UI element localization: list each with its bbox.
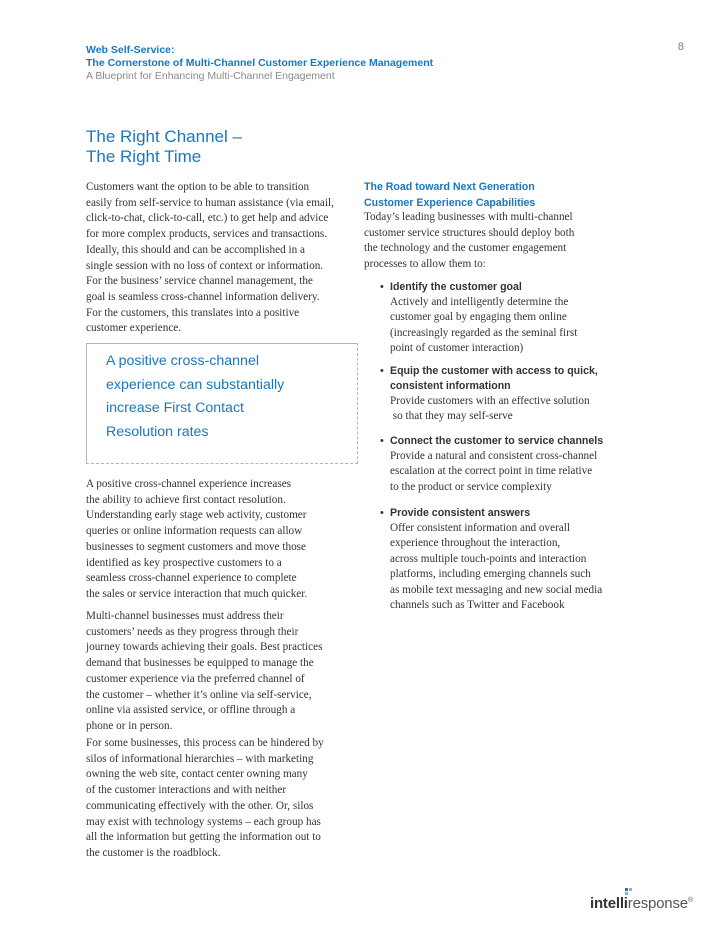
text-line: all the information but getting the information out to [86, 831, 321, 844]
logo-trademark: ® [687, 897, 693, 904]
bullet-body [390, 394, 700, 425]
text-line: may exist with technology systems – each group has [86, 815, 321, 828]
text-line: For the business’ service channel management, the [86, 275, 313, 288]
text-line: communicating effectively with the other. Or, silos [86, 799, 314, 812]
text-line: channels such as Twitter and Facebook [390, 599, 565, 612]
bullet-title: Connect the customer to service channels [390, 435, 604, 447]
text-line: (increasingly regarded as the seminal first [390, 326, 578, 339]
heading-line: Customer Experience Capabilities [364, 196, 536, 209]
text-line: Multi-channel businesses must address their [86, 610, 284, 622]
pull-quote-line: Resolution rates [106, 423, 209, 440]
page-number: 8 [677, 41, 684, 53]
text-line: For the customers, this translates into a positive [86, 306, 300, 319]
text-line: goal is seamless cross-channel information delivery. [86, 290, 320, 303]
text-line: customer experience. [86, 322, 182, 335]
right-column-heading [364, 180, 535, 211]
bullet-dot: • [380, 281, 384, 293]
paragraph-intro [86, 180, 364, 337]
paragraph-first-contact [86, 477, 364, 603]
text-line: easily from self-service to human assistance (via email, [86, 196, 334, 209]
paragraph-silos [86, 736, 364, 862]
section-title-line: The Right Channel – [86, 127, 242, 146]
bullet-item [380, 434, 700, 495]
document-header [86, 44, 646, 83]
text-line: to the product or service complexity [390, 480, 552, 493]
bullet-dot: • [380, 435, 384, 447]
pull-quote-border-left [86, 343, 87, 464]
text-line: customer goal by engaging them online [390, 311, 567, 324]
text-line: businesses to segment customers and move those [86, 540, 306, 553]
text-line: as mobile text messaging and new social media [390, 583, 603, 596]
paragraph-multi-channel [86, 609, 364, 735]
bullet-dot: • [380, 365, 384, 377]
text-line: online via assisted service, or offline through a [86, 704, 296, 717]
logo-text-response: response [627, 895, 688, 912]
text-line: the sales or service interaction that much quicker. [86, 587, 308, 600]
text-line: the customer is the roadblock. [86, 846, 221, 859]
bullet-item [380, 280, 700, 357]
text-line: Actively and intelligently determine the [390, 296, 569, 308]
bullet-title: Identify the customer goal [390, 281, 522, 293]
header-title: Web Self-Service: [86, 44, 175, 56]
text-line: Provide a natural and consistent cross-channel [390, 450, 598, 462]
text-line: silos of informational hierarchies – with marketing [86, 752, 314, 765]
text-line: the technology and the customer engagement [364, 242, 567, 255]
text-line: Offer consistent information and overall [390, 522, 570, 534]
text-line: customers’ needs as they progress through their [86, 625, 299, 638]
bullet-item [380, 364, 700, 425]
text-line: so that they may self-serve [390, 410, 513, 423]
text-line: demand that businesses be equipped to manage the [86, 657, 314, 670]
pull-quote-line: A positive cross-channel [106, 353, 259, 369]
text-line: across multiple touch-points and interaction [390, 552, 587, 565]
text-line: owning the web site, contact center owning many [86, 768, 308, 781]
text-line: customer service structures should deploy both [364, 226, 575, 239]
text-line: single session with no loss of context or information. [86, 259, 324, 272]
text-line: identified as key prospective customers to a [86, 556, 282, 569]
bullet-dot: • [380, 507, 384, 519]
text-line: platforms, including emerging channels such [390, 568, 591, 581]
text-line: customer experience via the preferred channel of [86, 672, 305, 685]
bullet-body [390, 449, 700, 495]
text-line: Today’s leading businesses with multi-channel [364, 211, 573, 223]
header-tagline: A Blueprint for Enhancing Multi-Channel Engagement [86, 70, 335, 82]
logo-text-intelli: intelli [590, 895, 628, 912]
text-line: escalation at the correct point in time relative [390, 465, 593, 478]
heading-line: The Road toward Next Generation [364, 181, 535, 193]
company-logo [590, 895, 693, 917]
text-line: for more complex products, services and transactions. [86, 228, 328, 241]
text-line: click-to-chat, click-to-call, etc.) to get help and advice [86, 212, 329, 225]
text-line: journey towards achieving their goals. Best practices [86, 641, 323, 654]
text-line: For some businesses, this process can be hindered by [86, 737, 324, 749]
pull-quote-border-top [86, 343, 358, 344]
text-line: A positive cross-channel experience increases [86, 478, 292, 490]
text-line: queries or online information requests can allow [86, 525, 303, 538]
pull-quote-border-bottom [86, 463, 358, 465]
section-title [86, 127, 366, 167]
pull-quote-text [106, 350, 356, 444]
bullet-title: Provide consistent answers [390, 507, 531, 519]
pull-quote-border-right [357, 343, 359, 464]
bullet-title: consistent informationn [390, 380, 511, 392]
section-title-line: The Right Time [86, 147, 202, 166]
text-line: seamless cross-channel experience to complete [86, 572, 297, 585]
text-line: the ability to achieve first contact resolution. [86, 493, 286, 506]
text-line: the customer – whether it’s online via self-service, [86, 688, 312, 701]
text-line: Ideally, this should and can be accomplished in a [86, 243, 305, 256]
text-line: processes to allow them to: [364, 258, 486, 271]
text-line: phone or in person. [86, 719, 173, 732]
text-line: Understanding early stage web activity, customer [86, 509, 307, 522]
text-line: of the customer interactions and with neither [86, 784, 287, 797]
text-line: Customers want the option to be able to transition [86, 181, 310, 193]
pull-quote-line: increase First Contact [106, 400, 244, 416]
header-subtitle: The Cornerstone of Multi-Channel Customer Experience Management [86, 57, 434, 69]
text-line: Provide customers with an effective solution [390, 395, 590, 407]
bullet-title: Equip the customer with access to quick, [390, 365, 598, 377]
bullet-item [380, 506, 700, 613]
pull-quote-box [86, 343, 358, 464]
text-line: point of customer interaction) [390, 342, 524, 355]
bullet-body [390, 521, 700, 613]
right-column-intro [364, 210, 574, 273]
bullet-body [390, 295, 700, 357]
pull-quote-line: experience can substantially [106, 376, 285, 393]
text-line: experience throughout the interaction, [390, 537, 561, 550]
